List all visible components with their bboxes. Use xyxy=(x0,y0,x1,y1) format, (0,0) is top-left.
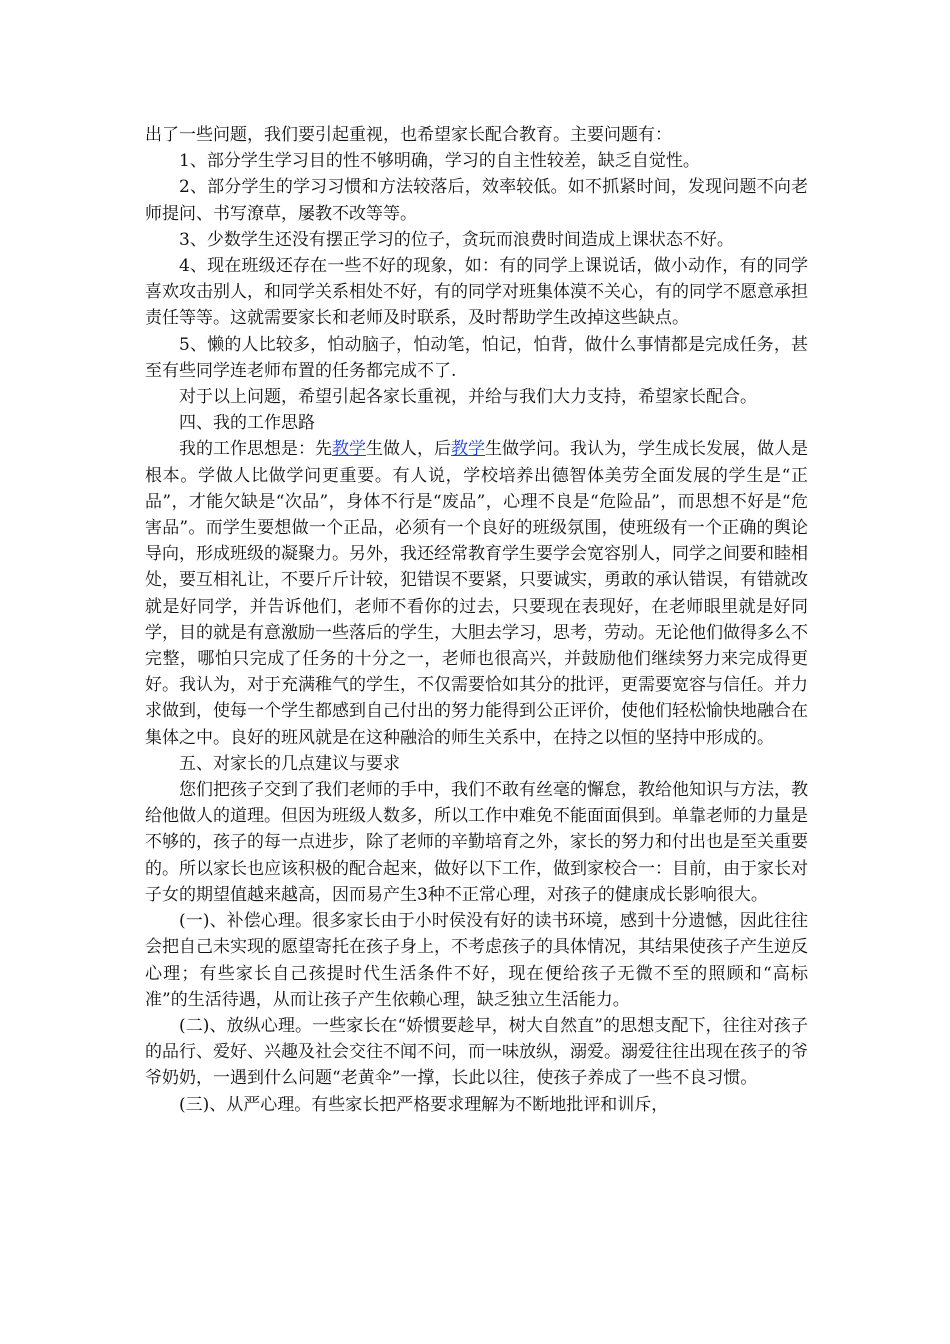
paragraph-psych-3: (三)、从严心理。有些家长把严格要求理解为不断地批评和训斥， xyxy=(179,1094,669,1115)
paragraph-issue-2: 2、部分学生的学习习惯和方法较落后，效率较低。如不抓紧时间，发现问题不向老师提问、书写潦草，屡教不改等等。 xyxy=(145,177,808,224)
teaching-link-2[interactable]: 教学 xyxy=(451,439,485,460)
document-page xyxy=(145,122,808,1118)
paragraph-work-thinking xyxy=(145,436,808,750)
section-heading-4: 四、我的工作思路 xyxy=(179,413,315,434)
section-heading-5: 五、对家长的几点建议与要求 xyxy=(179,753,400,774)
paragraph-issue-3: 3、少数学生还没有摆正学习的位子，贪玩而浪费时间造成上课状态不好。 xyxy=(179,229,734,250)
paragraph-psych-2: (二)、放纵心理。一些家长在“娇惯要趁早，树大自然直”的思想支配下，往往对孩子的品行、爱好、兴趣及社会交往不闻不问，而一味放纵，溺爱。溺爱往往出现在孩子的爷爷奶奶，一遇到什么问题“老黄伞”一撑，长此以往，使孩子养成了一些不良习惯。 xyxy=(145,1015,808,1089)
paragraph-suggest-intro: 您们把孩子交到了我们老师的手中，我们不敢有丝毫的懈怠，教给他知识与方法，教给他做人的道理。但因为班级人数多，所以工作中难免不能面面俱到。单靠老师的力量是不够的，孩子的每一点进步，除了老师的辛勤培育之外，家长的努力和付出也是至关重要的。所以家长也应该积极的配合起来，做好以下工作，做到家校合一：目前，由于家长对子女的期望值越来越高，因而易产生3种不正常心理，对孩子的健康成长影响很大。 xyxy=(145,780,808,905)
paragraph-appeal: 对于以上问题，希望引起各家长重视，并给与我们大力支持，希望家长配合。 xyxy=(179,387,757,408)
paragraph-psych-1: (一)、补偿心理。很多家长由于小时侯没有好的读书环境，感到十分遗憾，因此往往会把自己未实现的愿望寄托在孩子身上，不考虑孩子的具体情况，其结果使孩子产生逆反心理；有些家长自己孩提时代生活条件不好，现在便给孩子无微不至的照顾和“高标准”的生活待遇，从而让孩子产生依赖心理，缺乏独立生活能力。 xyxy=(145,911,808,1010)
thinking-seg-3: 生做学问。我认为，学生成长发展，做人是根本。学做人比做学问更重要。有人说，学校培养出德智体美劳全面发展的学生是“正品”，才能欠缺是“次品”，身体不行是“废品”，心理不良是“危险品”，而思想不好是“危害品”。而学生要想做一个正品，必须有一个良好的班级氛围，使班级有一个正确的舆论导向，形成班级的凝聚力。另外，我还经常教育学生要学会宽容别人，同学之间要和睦相处，要互相礼让，不要斤斤计较，犯错误不要紧，只要诚实，勇敢的承认错误，有错就改就是好同学，并告诉他们，老师不看你的过去，只要现在表现好，在老师眼里就是好同学，目的就是有意激励一些落后的学生，大胆去学习，思考，劳动。无论他们做得多么不完整，哪怕只完成了任务的十分之一，老师也很高兴，并鼓励他们继续努力来完成得更好。我认为，对于充满稚气的学生，不仅需要恰如其分的批评，更需要宽容与信任。并力求做到，使每一个学生都感到自己付出的努力能得到公正评价，使他们轻松愉快地融合在集体之中。良好的班风就是在这种融洽的师生关系中，在持之以恒的坚持中形成的。 xyxy=(145,439,808,748)
paragraph-issue-5: 5、懒的人比较多，怕动脑子，怕动笔，怕记，怕背，做什么事情都是完成任务，甚至有些同学连老师布置的任务都完成不了. xyxy=(145,334,808,381)
thinking-seg-2: 生做人，后 xyxy=(366,439,451,460)
paragraph-issue-1: 1、部分学生学习目的性不够明确，学习的自主性较差，缺乏自觉性。 xyxy=(179,151,700,172)
paragraph-intro: 出了一些问题，我们要引起重视，也希望家长配合教育。主要问题有： xyxy=(145,125,672,145)
paragraph-issue-4: 4、现在班级还存在一些不好的现象，如：有的同学上课说话，做小动作，有的同学喜欢攻击别人，和同学关系相处不好，有的同学对班集体漠不关心，有的同学不愿意承担责任等等。这就需要家长和老师及时联系，及时帮助学生改掉这些缺点。 xyxy=(145,256,808,329)
thinking-seg-1: 我的工作思想是：先 xyxy=(179,439,332,460)
teaching-link-1[interactable]: 教学 xyxy=(332,439,366,460)
